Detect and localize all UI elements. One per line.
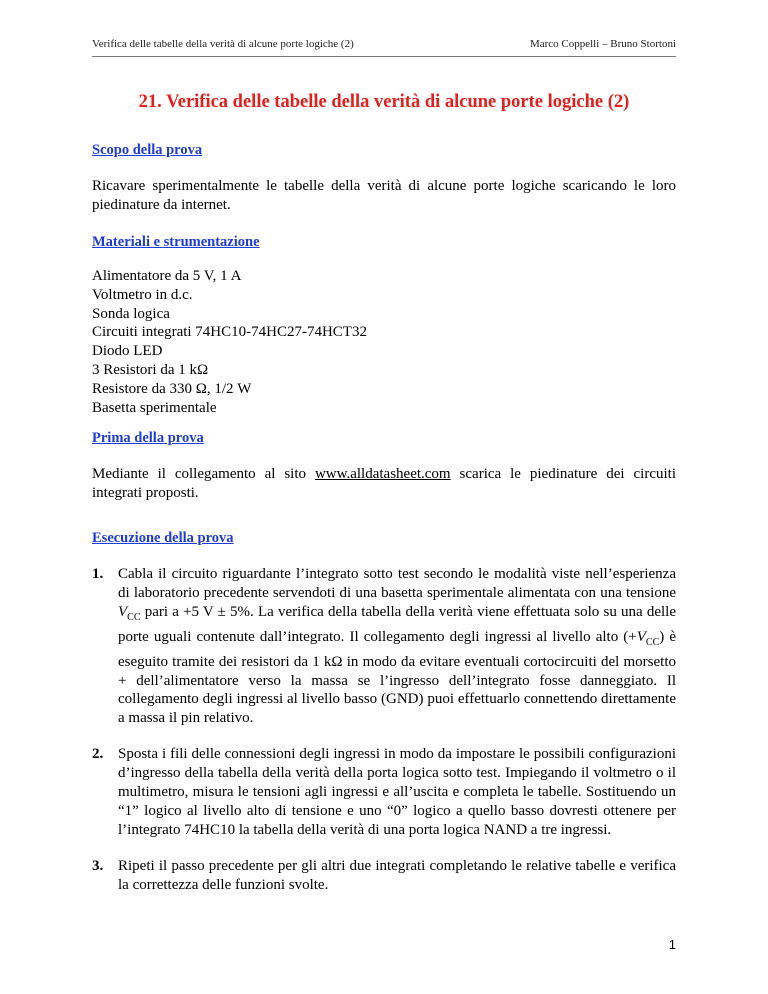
step-number: 1. (92, 566, 104, 582)
prima-text-after: scarica le piedinature dei circuiti integrati proposti. (92, 466, 677, 501)
step-number: 3. (92, 857, 104, 874)
step-text (118, 566, 676, 726)
section-heading-prima: Prima della prova (92, 430, 204, 446)
scopo-text: Ricavare sperimentalmente le tabelle della verità di alcune porte logiche scaricando le loro piedinature da internet. (92, 178, 676, 213)
running-header-title: Verifica delle tabelle della verità di alcune porte logiche (2) (92, 38, 354, 50)
material-item: Alimentatore da 5 V, 1 A (92, 268, 242, 284)
header-divider (92, 56, 676, 57)
page-title: 21. Verifica delle tabelle della verità di alcune porte logiche (2) (138, 92, 630, 112)
procedure-step-1 (92, 565, 676, 728)
section-heading-scopo: Scopo della prova (92, 142, 203, 158)
material-item: 3 Resistori da 1 kΩ (92, 361, 209, 378)
prima-text-before: Mediante il collegamento al sito (92, 466, 315, 482)
procedure-step-2 (92, 745, 676, 840)
vcc-subscript: CC (127, 611, 141, 623)
material-item: Sonda logica (92, 305, 170, 322)
section-prima (92, 430, 676, 503)
material-item: Resistore da 330 Ω, 1/2 W (92, 380, 252, 397)
material-item: Diodo LED (92, 343, 163, 360)
materials-list (92, 267, 676, 417)
running-header-authors: Marco Coppelli – Bruno Stortoni (529, 38, 676, 50)
section-heading-esecuzione: Esecuzione della prova (92, 530, 234, 546)
step-number: 2. (92, 746, 104, 763)
section-esecuzione (92, 530, 676, 912)
section-heading-materiali: Materiali e strumentazione (92, 234, 260, 250)
section-materiali (92, 234, 676, 417)
step-text: Sposta i fili delle connessioni degli ingressi in modo da impostare le possibili configurazioni d’ingresso della tabella della verità della porta logica sotto test. Impiegando il voltmetro o il multimetro, misura le tensioni agli ingressi e all’uscita e completa le tabelle. Sostituendo un “1” logico al livello alto di tensione e uno “0” logico a quello basso dovresti ottenere per l’integrato 74HC10 la tabella della verità di una porta logica NAND a tre ingressi. (118, 746, 676, 838)
step-text-part: pari a +5 V ± 5%. La verifica della tabella della verità viene effettuata solo su una delle porte uguali contenute dall’integrato. Il collegamento degli ingressi al livello alto (+ (118, 603, 676, 645)
step-text-part: Cabla il circuito riguardante l’integrato sotto test secondo le modalità viste nell’esperienza di laboratorio precedente servendoti di una basetta sperimentale alimentata con una tensione (118, 566, 676, 601)
procedure-step-3 (92, 857, 676, 895)
vcc-subscript: CC (645, 636, 660, 648)
section-scopo (92, 142, 676, 215)
vcc-symbol: V (636, 628, 646, 645)
vcc-symbol: V (118, 603, 128, 620)
page-number: 1 (668, 937, 676, 952)
step-text: Ripeti il passo precedente per gli altri due integrati completando le relative tabelle e verifica la correttezza delle funzioni svolte. (118, 857, 676, 893)
material-item: Circuiti integrati 74HC10-74HC27-74HCT32 (92, 324, 367, 341)
material-item: Basetta sperimentale (92, 399, 217, 416)
procedure-steps (92, 565, 676, 895)
step-text-part: ) è eseguito tramite dei resistori da 1 kΩ in modo da evitare eventuali cortocircuiti del morsetto + dell’alimentatore verso la massa se l’ingresso dell’integrato fosse danneggiato. Il collegamento degli ingressi al livello basso (GND) puoi effettuarlo connettendo direttamente a massa il pin relativo. (118, 628, 676, 727)
alldatasheet-link[interactable]: www.alldatasheet.com (314, 466, 451, 482)
prima-text (92, 465, 676, 503)
material-item: Voltmetro in d.c. (92, 286, 193, 303)
